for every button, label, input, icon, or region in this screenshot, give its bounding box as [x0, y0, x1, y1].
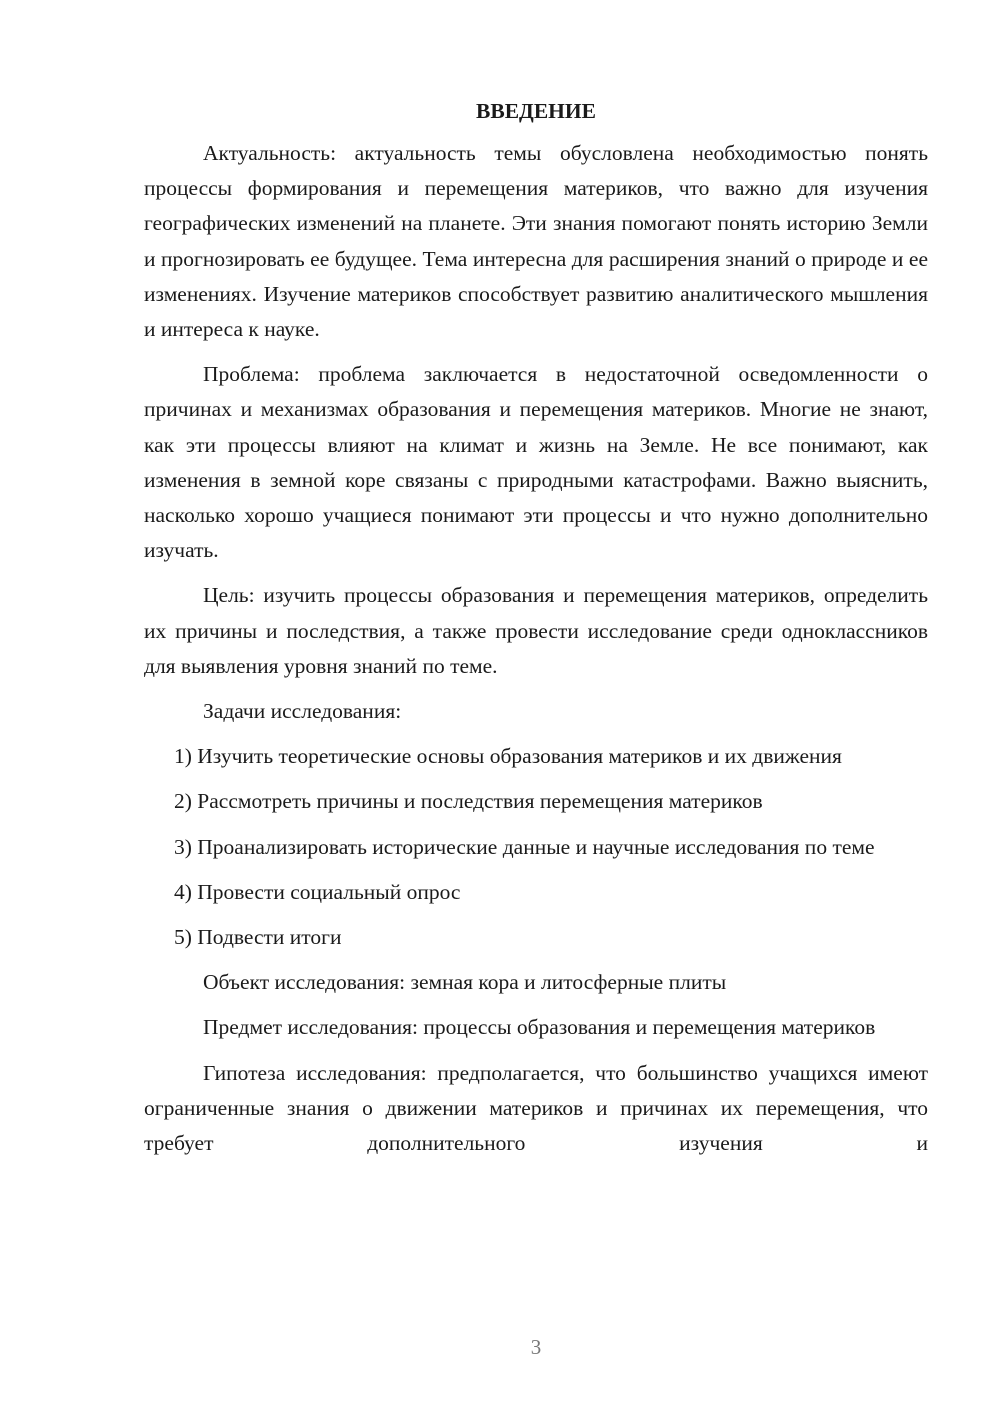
paragraph-tasks-heading: Задачи исследования:: [203, 699, 402, 724]
task-item-1: 1) Изучить теоретические основы образования материков и их движения: [174, 744, 842, 769]
document-page: [144, 96, 928, 1161]
paragraph-relevance: Актуальность: актуальность темы обусловлена необходимостью понять процессы формирования и перемещения материков, что важно для изучения географических изменений на планете. Эти знания помогают понять историю Земли и прогнозировать ее будущее. Тема интересна для расширения знаний о природе и ее изменениях. Изучение материков способствует развитию аналитического мышления и интереса к науке.: [144, 141, 928, 342]
section-title: ВВЕДЕНИЕ: [476, 99, 596, 123]
task-item-5: 5) Подвести итоги: [174, 925, 342, 950]
task-item-4: 4) Провести социальный опрос: [174, 879, 461, 904]
task-item-2: 2) Рассмотреть причины и последствия перемещения материков: [174, 789, 763, 814]
paragraph-goal: Цель: изучить процессы образования и перемещения материков, определить их причины и последствия, а также провести исследование среди одноклассников для выявления уровня знаний по теме.: [144, 583, 928, 678]
page-number: 3: [530, 1335, 542, 1359]
paragraph-object: Объект исследования: земная кора и литосферные плиты: [203, 970, 727, 995]
paragraph-problem: Проблема: проблема заключается в недостаточной осведомленности о причинах и механизмах образования и перемещения материков. Многие не знают, как эти процессы влияют на климат и жизнь на Земле. Не все понимают, как изменения в земной коре связаны с природными катастрофами. Важно выяснить, насколько хорошо учащиеся понимают эти процессы и что нужно дополнительно изучать.: [144, 362, 928, 563]
paragraph-hypothesis: Гипотеза исследования: предполагается, что большинство учащихся имеют ограниченные знания о движении материков и причинах их перемещения, что требует дополнительного изучения и: [144, 1060, 928, 1156]
task-item-3: 3) Проанализировать исторические данные и научные исследования по теме: [174, 834, 875, 859]
paragraph-subject: Предмет исследования: процессы образования и перемещения материков: [203, 1015, 876, 1040]
